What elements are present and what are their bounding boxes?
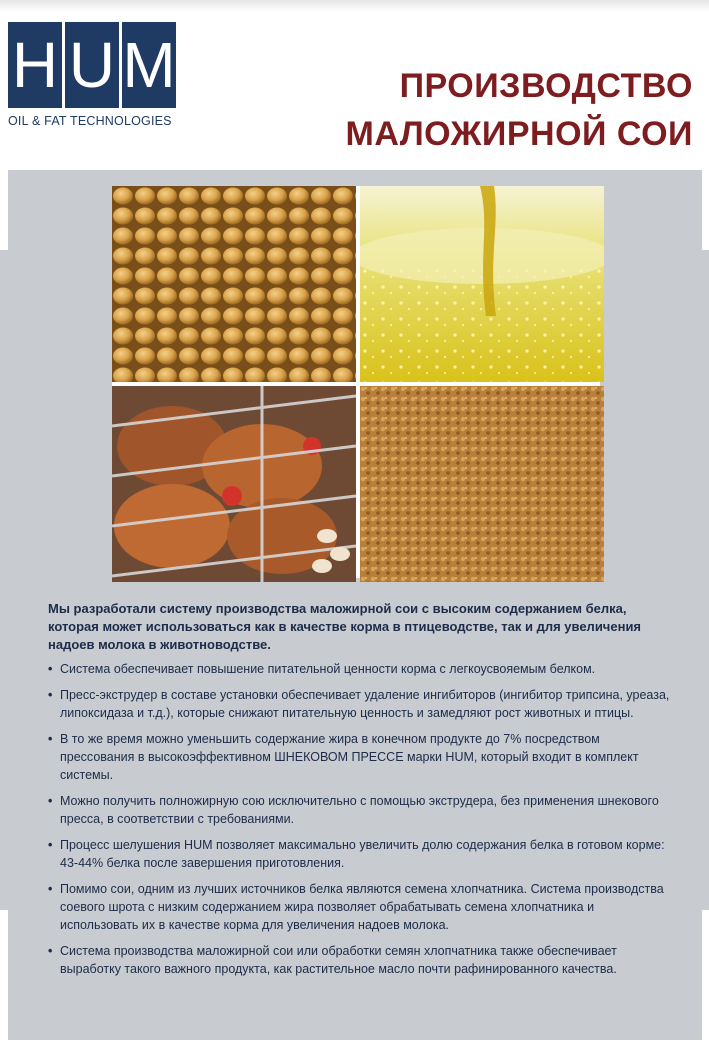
logo-letter: U [65, 22, 119, 108]
logo-letters [8, 22, 180, 108]
logo-letter: M [122, 22, 176, 108]
list-item [48, 836, 674, 872]
chickens-photo [112, 386, 356, 582]
bullet-text: Пресс-экструдер в составе установки обеспечивает удаление ингибиторов (ингибитор трипсина, уреаза, липоксидаза и т.д.), которые снижают питательную ценность и замедляют рост животных и птицы. [60, 688, 670, 720]
page-title [273, 62, 693, 158]
bullet-icon: • [48, 688, 53, 702]
bullet-text: Процесс шелушения HUM позволяет максимально увеличить долю содержания белка в готовом корме: 43-44% белка после завершения приготовления. [60, 838, 665, 870]
bullet-text: Система обеспечивает повышение питательной ценности корма с легкоусвояемым белком. [60, 662, 596, 676]
top-strip [0, 0, 709, 12]
list-item [48, 730, 674, 784]
bullet-icon: • [48, 882, 53, 896]
title-line-1: ПРОИЗВОДСТВО [399, 67, 693, 105]
bullet-icon: • [48, 838, 53, 852]
bullet-icon: • [48, 732, 53, 746]
list-item [48, 660, 674, 678]
intro-paragraph: Мы разработали систему производства маложирной сои с высоким содержанием белка, которая может использоваться как в качестве корма в птицеводстве, так и для увеличения надоев молока в животноводстве. [48, 601, 642, 652]
soy-meal-photo [360, 386, 604, 582]
list-item [48, 942, 674, 978]
bullet-text: Система производства маложирной сои или обработки семян хлопчатника также обеспечивает выработку такого важного продукта, как растительное масло почти рафинированного качества. [60, 944, 617, 976]
bullet-icon: • [48, 794, 53, 808]
photo-grid [112, 186, 600, 578]
logo-letter: H [8, 22, 62, 108]
bullet-text: В то же время можно уменьшить содержание жира в конечном продукте до 7% посредством прессования в высокоэффективном ШНЕКОВОМ ПРЕССЕ марки HUM, который входит в комплект системы. [60, 732, 639, 782]
description-text [48, 600, 674, 986]
list-item [48, 880, 674, 934]
bullet-text: Можно получить полножирную сою исключительно с помощью экструдера, без применения шнекового пресса, в соответствии с требованиями. [60, 794, 659, 826]
soybeans-photo [112, 186, 356, 382]
hum-logo [8, 22, 180, 132]
bullet-text: Помимо сои, одним из лучших источников белка являются семена хлопчатника. Система производства соевого шрота с низким содержанием жира позволяет обрабатывать семена хлопчатника и использовать их в качестве корма для увеличения надоев молока. [60, 882, 664, 932]
bullet-icon: • [48, 944, 53, 958]
logo-subtitle: OIL & FAT TECHNOLOGIES [8, 114, 172, 128]
list-item [48, 792, 674, 828]
title-line-2: МАЛОЖИРНОЙ СОИ [345, 115, 693, 153]
oil-pouring-photo [360, 186, 604, 382]
bullet-icon: • [48, 662, 53, 676]
list-item [48, 686, 674, 722]
